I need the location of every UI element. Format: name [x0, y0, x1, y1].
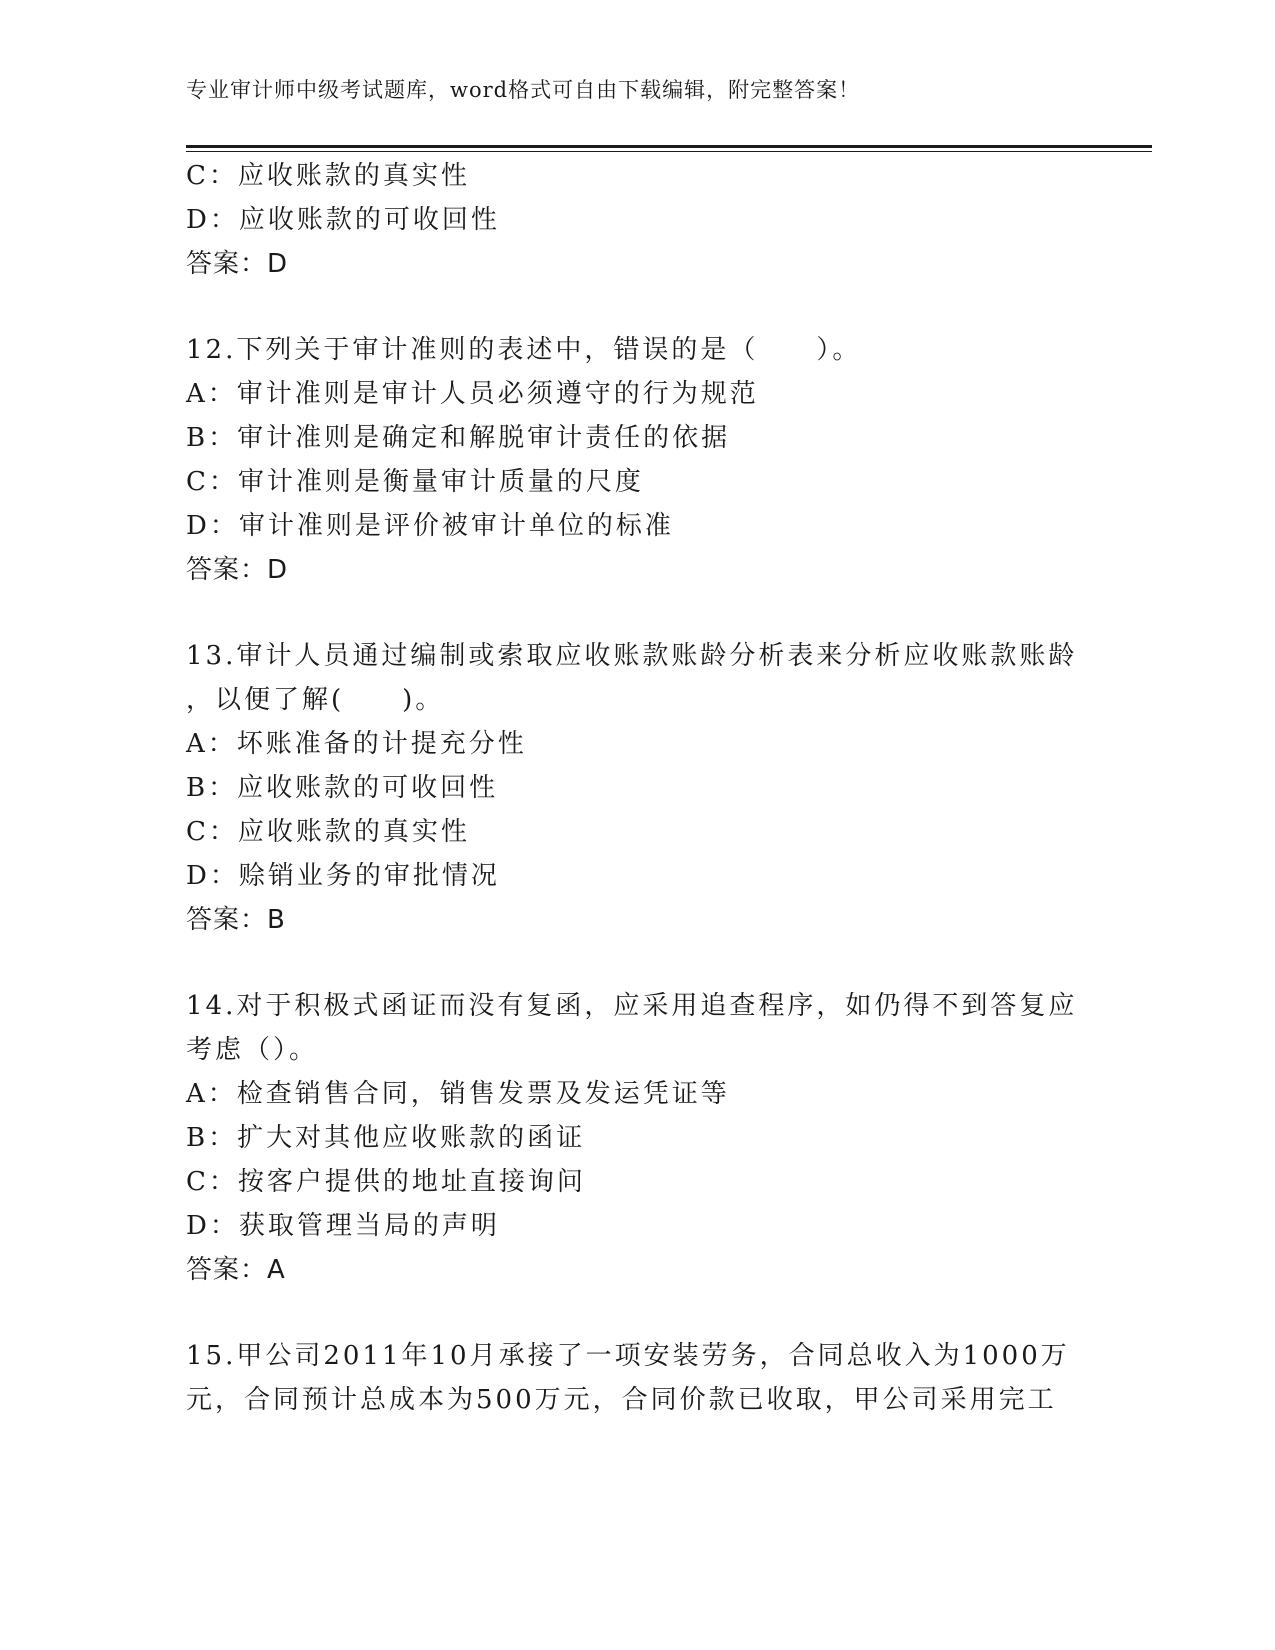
option-a: A：坏账准备的计提充分性 [186, 729, 527, 759]
option-d: D：获取管理当局的声明 [186, 1211, 500, 1241]
header-rule-thick [186, 145, 1152, 148]
option-d: D：应收账款的可收回性 [186, 205, 500, 235]
option-b: B：审计准则是确定和解脱审计责任的依据 [186, 423, 731, 453]
answer-line: 答案：B [186, 905, 286, 935]
option-c: C：应收账款的真实性 [186, 817, 470, 847]
question-stem: 12.下列关于审计准则的表述中，错误的是（ ）。 [186, 335, 862, 365]
header-rule-thin [186, 151, 1152, 152]
option-b: B：扩大对其他应收账款的函证 [186, 1123, 586, 1153]
option-d: D：审计准则是评价被审计单位的标准 [186, 511, 674, 541]
page-header: 专业审计师中级考试题库，word格式可自由下载编辑，附完整答案！ [186, 78, 861, 102]
answer-line: 答案：A [186, 1255, 286, 1285]
question-stem-continued: 元，合同预计总成本为500万元，合同价款已收取，甲公司采用完工 [186, 1385, 1057, 1415]
question-stem-continued: ，以便了解( )。 [186, 685, 445, 715]
option-c: C：按客户提供的地址直接询问 [186, 1167, 586, 1197]
option-b: B：应收账款的可收回性 [186, 773, 499, 803]
answer-line: 答案：D [186, 249, 289, 279]
option-a: A：审计准则是审计人员必须遵守的行为规范 [186, 379, 759, 409]
question-stem-continued: 考虑（）。 [186, 1035, 319, 1065]
option-c: C：审计准则是衡量审计质量的尺度 [186, 467, 644, 497]
option-c: C：应收账款的真实性 [186, 161, 470, 191]
option-d: D：赊销业务的审批情况 [186, 861, 500, 891]
option-a: A：检查销售合同，销售发票及发运凭证等 [186, 1079, 730, 1109]
question-stem: 15.甲公司2011年10月承接了一项安装劳务，合同总收入为1000万 [186, 1341, 1070, 1371]
answer-line: 答案：D [186, 555, 289, 585]
question-stem: 14.对于积极式函证而没有复函，应采用追查程序，如仍得不到答复应 [186, 991, 1078, 1021]
question-stem: 13.审计人员通过编制或索取应收账款账龄分析表来分析应收账款账龄 [186, 641, 1078, 671]
